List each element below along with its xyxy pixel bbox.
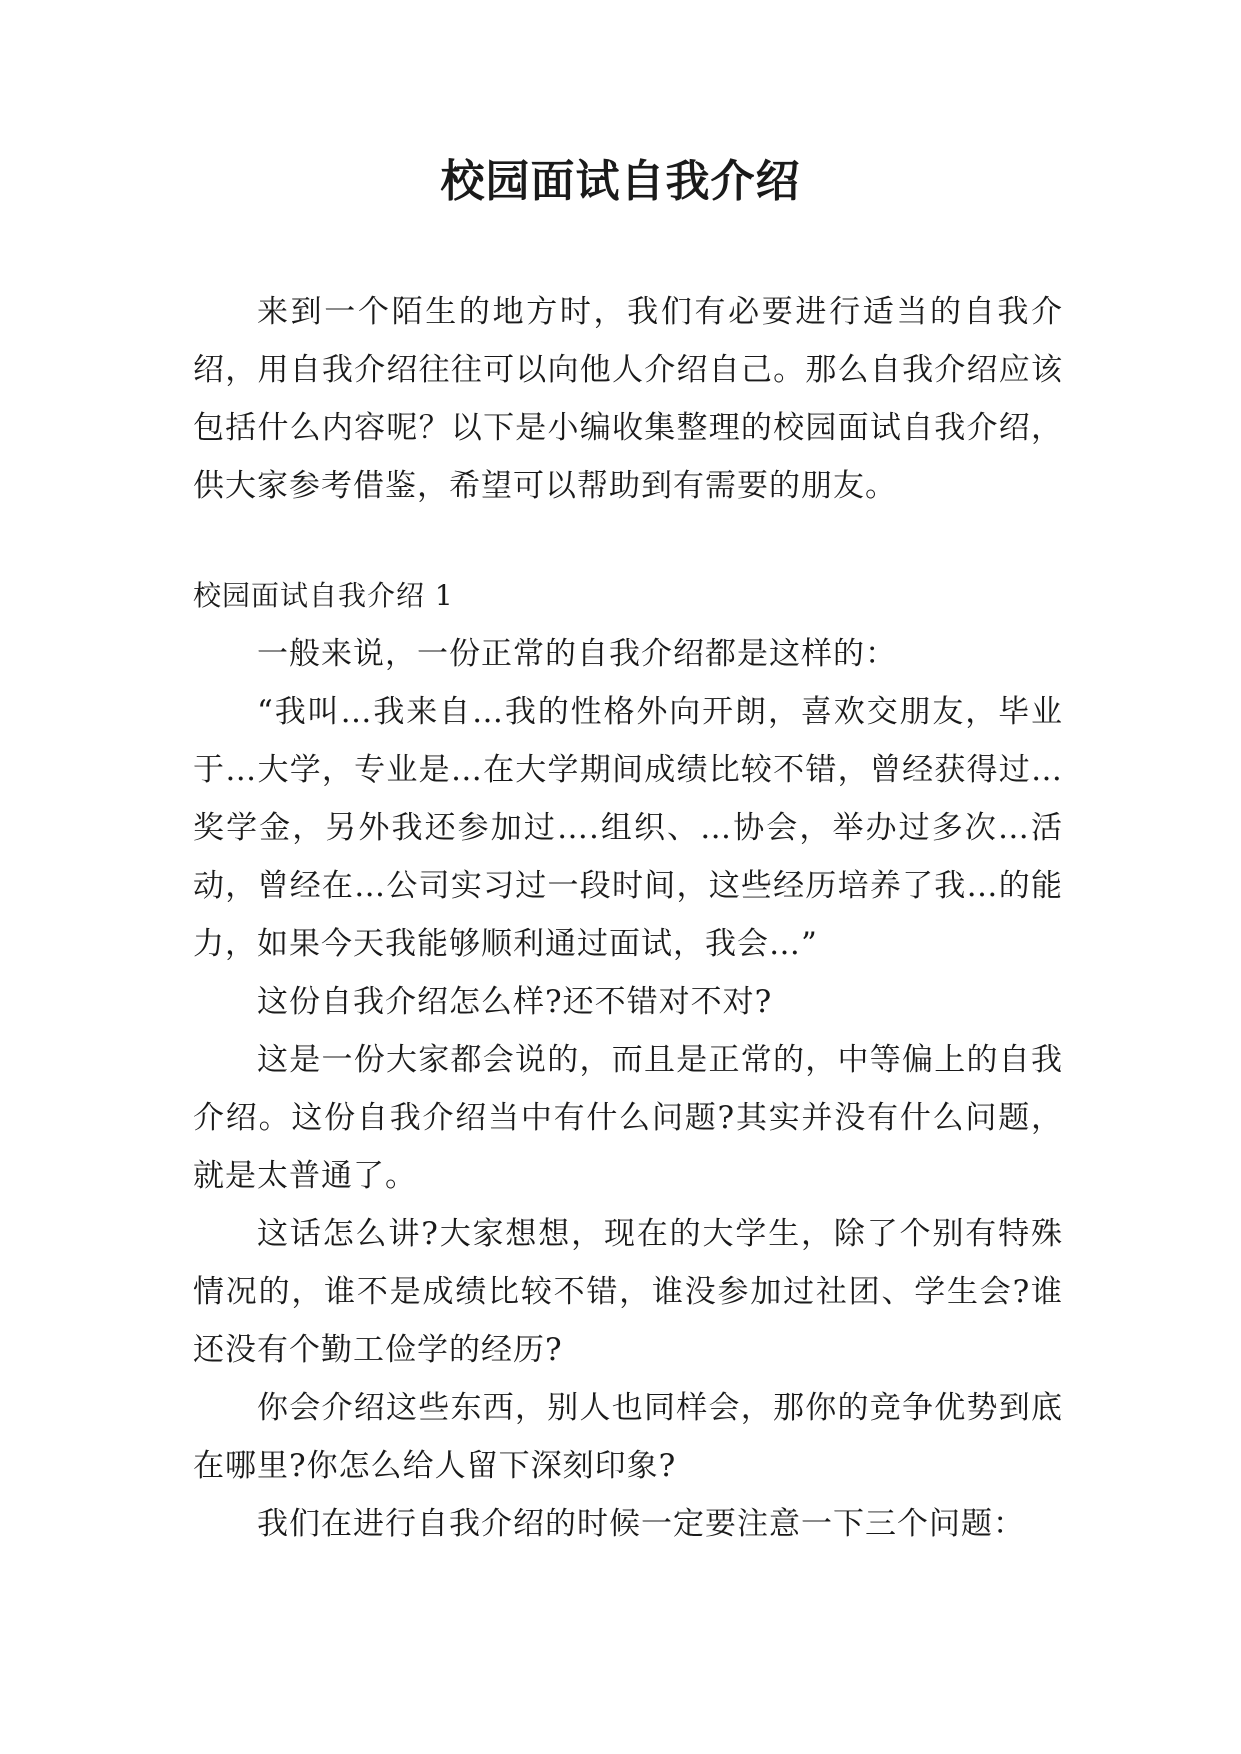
body-paragraph: 这是一份大家都会说的，而且是正常的，中等偏上的自我介绍。这份自我介绍当中有什么问题?其实并没有什么问题，就是太普通了。	[193, 1042, 1063, 1194]
document-title: 校园面试自我介绍	[440, 156, 801, 207]
body-paragraph: 你会介绍这些东西，别人也同样会，那你的竞争优势到底在哪里?你怎么给人留下深刻印象?	[193, 1390, 1063, 1484]
body-paragraph: 这话怎么讲?大家想想，现在的大学生，除了个别有特殊情况的，谁不是成绩比较不错，谁没参加过社团、学生会?谁还没有个勤工俭学的经历?	[193, 1216, 1063, 1368]
intro-paragraph: 来到一个陌生的地方时，我们有必要进行适当的自我介绍，用自我介绍往往可以向他人介绍自己。那么自我介绍应该包括什么内容呢？以下是小编收集整理的校园面试自我介绍，供大家参考借鉴，希望可以帮助到有需要的朋友。	[193, 294, 1063, 504]
body-paragraph: 这份自我介绍怎么样?还不错对不对?	[257, 984, 773, 1020]
section-heading: 校园面试自我介绍 1	[193, 579, 454, 612]
body-paragraph: 一般来说，一份正常的自我介绍都是这样的：	[257, 636, 897, 672]
body-paragraph: “我叫…我来自…我的性格外向开朗，喜欢交朋友，毕业于…大学，专业是…在大学期间成绩比较不错，曾经获得过…奖学金，另外我还参加过….组织、…协会，举办过多次…活动，曾经在…公司实习过一段时间，这些经历培养了我…的能力，如果今天我能够顺利通过面试，我会…”	[193, 694, 1063, 962]
body-paragraph: 我们在进行自我介绍的时候一定要注意一下三个问题：	[257, 1506, 1025, 1542]
document-body	[193, 283, 1063, 1553]
